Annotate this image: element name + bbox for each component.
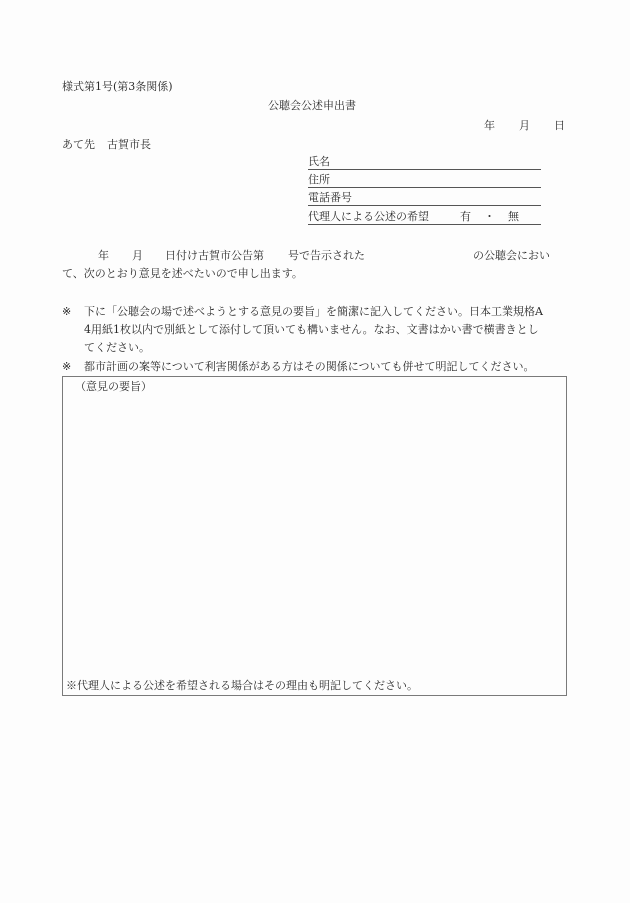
day-label: 日 [554, 119, 565, 132]
statement-month-label: 月 [132, 249, 143, 262]
name-field[interactable] [308, 153, 541, 170]
statement-date-suffix: 日付け古賀市公告第 [165, 249, 264, 262]
phone-field[interactable] [308, 189, 541, 206]
proxy-label: 代理人による公述の希望 [308, 210, 429, 223]
address-label: 住所 [308, 173, 330, 186]
form-number: 様式第1号(第3条関係) [62, 80, 173, 93]
proxy-options [460, 211, 519, 222]
recipient-name: 古賀市長 [107, 138, 151, 151]
recipient-prefix: あて先 [62, 138, 95, 151]
statement-hearing-suffix: の公聴会におい [473, 249, 550, 262]
statement-line-1 [62, 250, 550, 261]
note-1-line-3: てください。 [84, 341, 150, 354]
statement-number-suffix: 号で告示された [288, 249, 365, 262]
note-1-line-2: 4用紙1枚以内で別紙として添付して頂いても構いません。なお、文書はかい書で横書きとし [84, 323, 539, 336]
statement-year-label: 年 [98, 249, 109, 262]
proxy-separator: ・ [484, 210, 495, 223]
note-1-line-1: 下に「公聴会の場で述べようとする意見の要旨」を簡潔に記入してください。日本工業規格A [84, 305, 543, 318]
note-2-line-1: 都市計画の案等について利害関係がある方はその関係についても併せて明記してください。 [84, 360, 535, 373]
proxy-preference-field [308, 208, 541, 225]
recipient [62, 139, 151, 150]
opinion-summary-box [62, 376, 567, 696]
address-field[interactable] [308, 171, 541, 188]
proxy-yes-option[interactable]: 有 [460, 210, 471, 223]
phone-label: 電話番号 [308, 191, 352, 204]
document-title: 公聴会公述申出書 [268, 99, 356, 112]
year-label: 年 [484, 119, 495, 132]
proxy-no-option[interactable]: 無 [508, 210, 519, 223]
opinion-summary-label: （意見の要旨） [75, 380, 152, 393]
reference-mark: ※ [62, 360, 72, 373]
proxy-reason-note: ※代理人による公述を希望される場合はその理由も明記してください。 [66, 679, 418, 692]
opinion-summary-input[interactable] [67, 397, 562, 675]
submission-date [484, 120, 565, 131]
month-label: 月 [519, 119, 530, 132]
name-label: 氏名 [308, 155, 330, 168]
reference-mark: ※ [62, 305, 72, 318]
statement-line-2: て、次のとおり意見を述べたいので申し出ます。 [62, 267, 303, 280]
